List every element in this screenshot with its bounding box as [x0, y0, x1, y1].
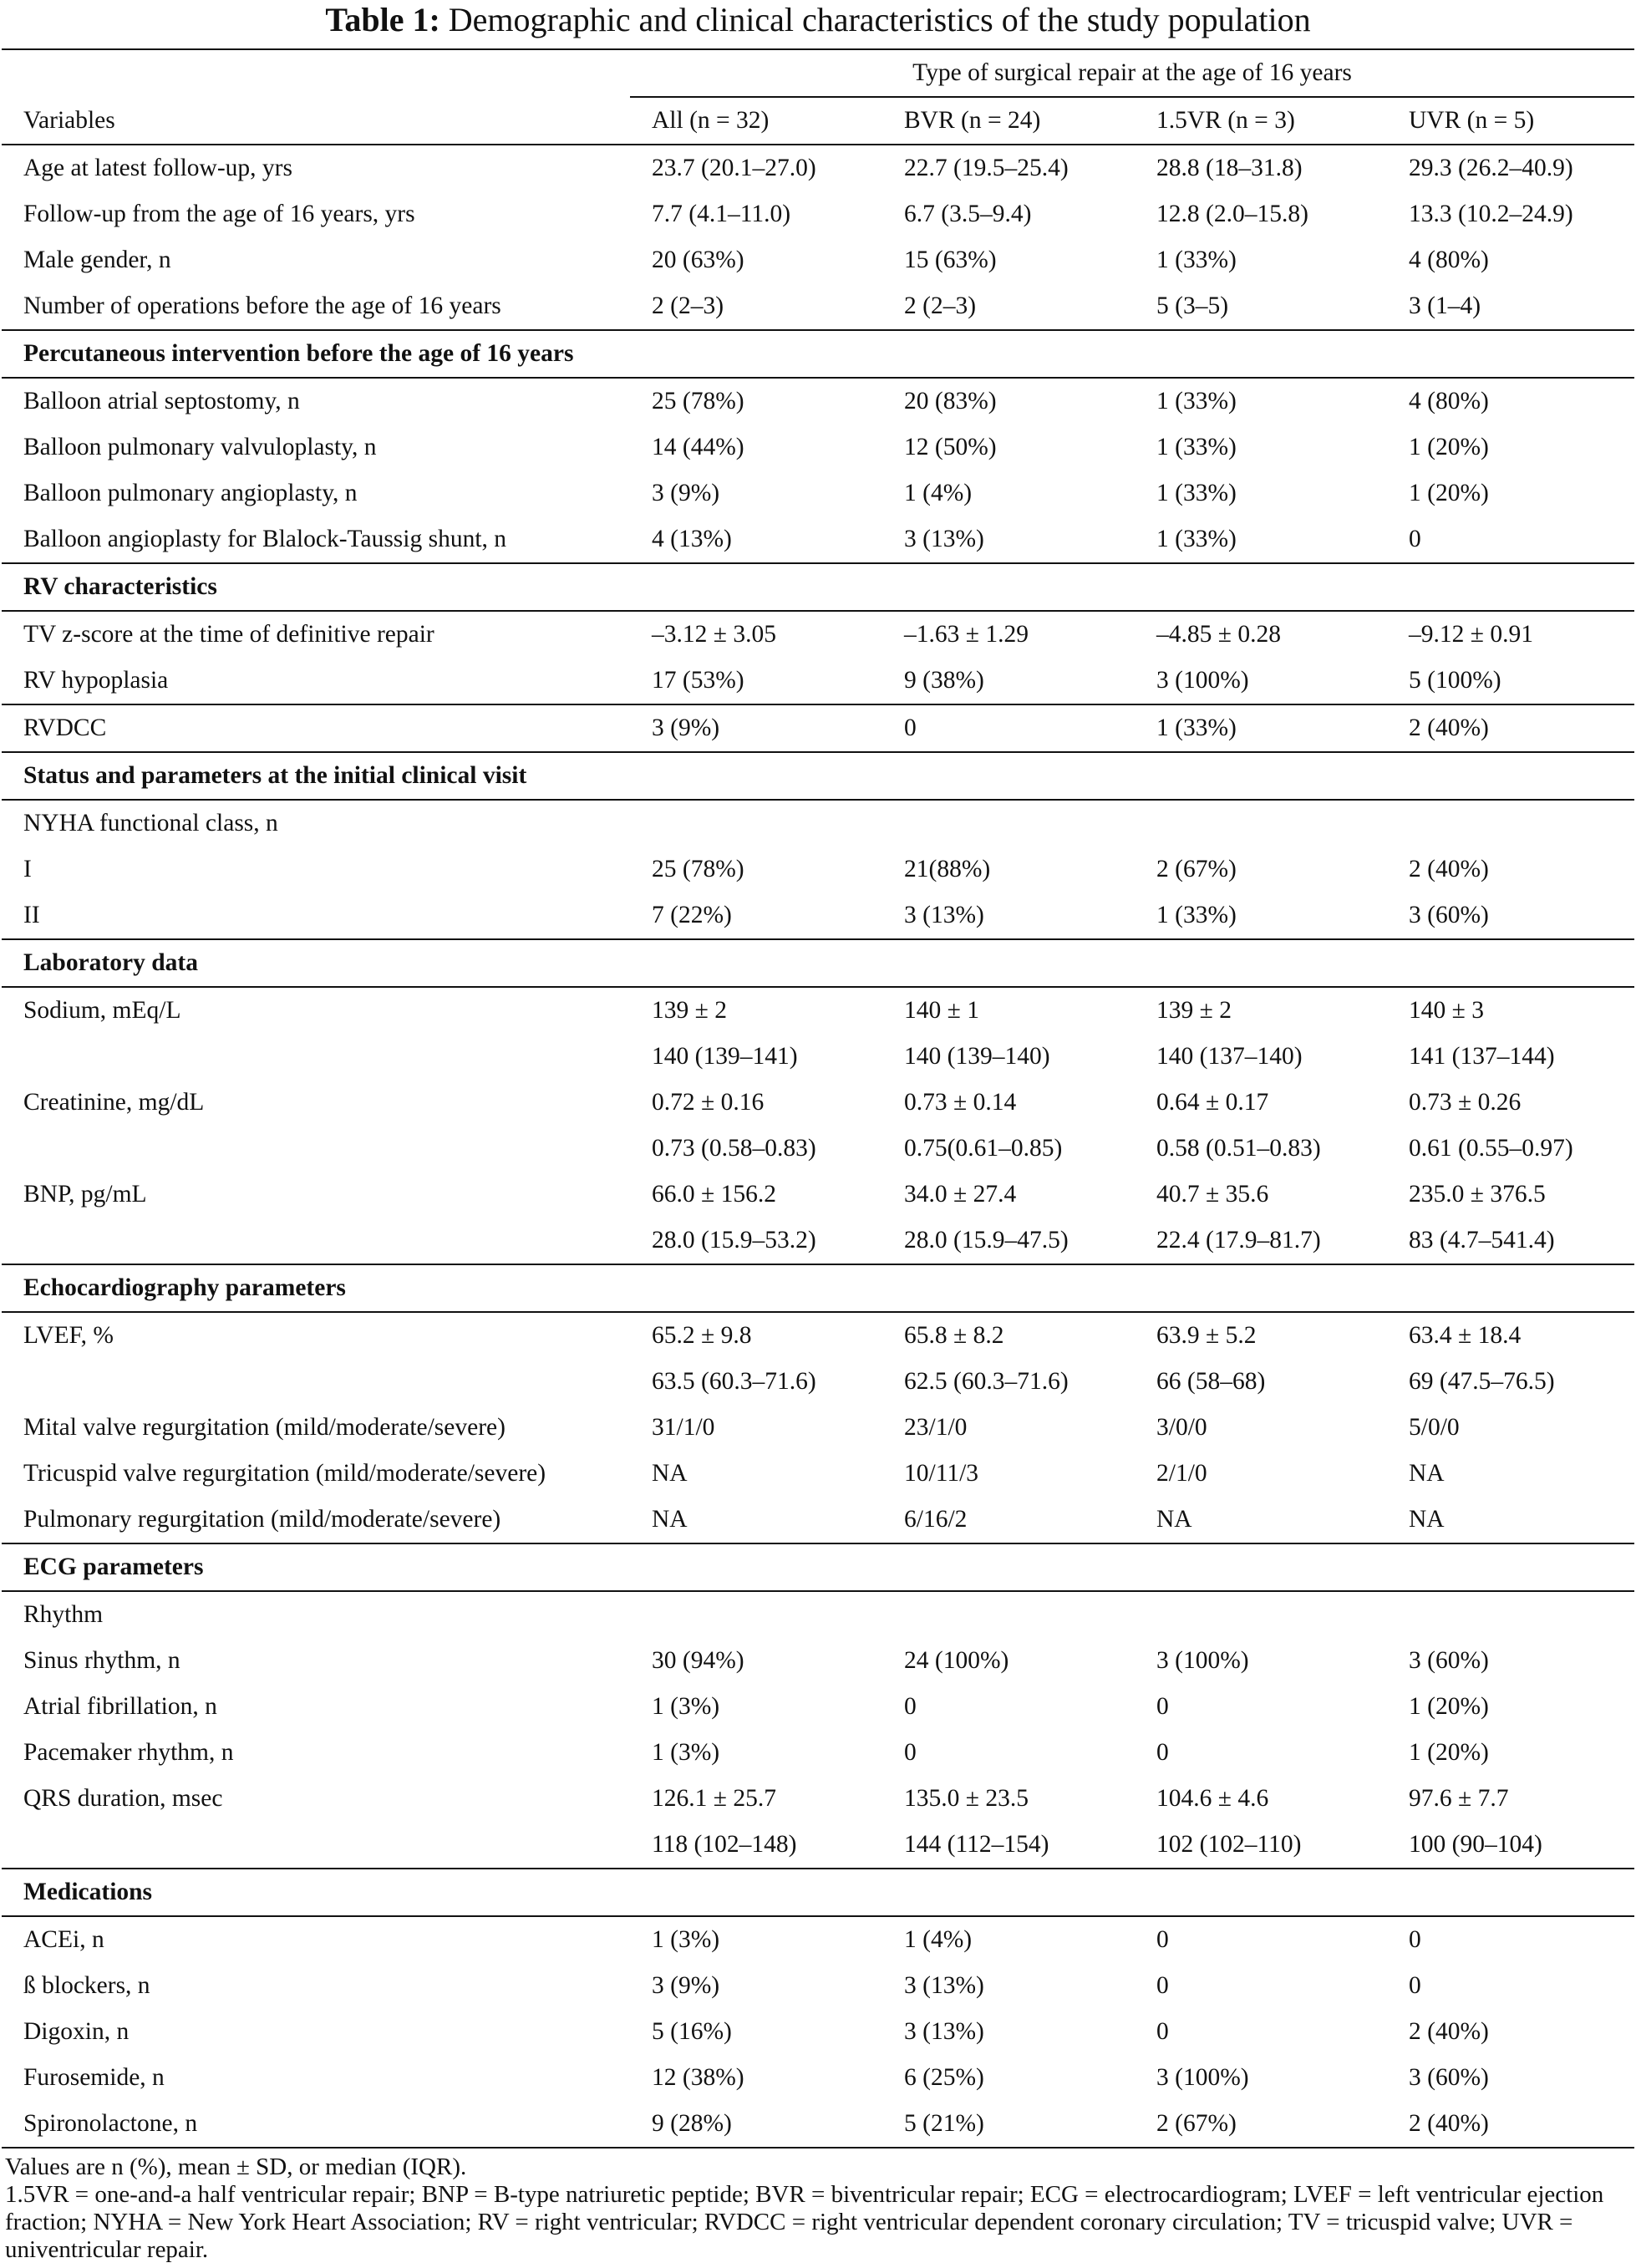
cell-bvr: 6/16/2 [904, 1506, 968, 1533]
cell-bvr: 3 (13%) [904, 526, 984, 552]
table-row [2, 1359, 1634, 1405]
table-row [2, 2055, 1634, 2101]
table-row [2, 1080, 1634, 1126]
cell-bvr [882, 800, 1135, 847]
cell-1-5vr: 1 (33%) [1156, 902, 1237, 928]
cell-uvr: 1 (20%) [1409, 1693, 1489, 1720]
table-row [2, 378, 1634, 425]
cell-all: 126.1 ± 25.7 [652, 1785, 776, 1812]
cell-uvr: 69 (47.5–76.5) [1409, 1368, 1555, 1395]
cell-1-5vr: 3/0/0 [1156, 1414, 1207, 1441]
table-row [2, 283, 1634, 330]
cell-variable: Tricuspid valve regurgitation (mild/moderate/severe) [23, 1460, 546, 1487]
cell-all: 1 (3%) [652, 1739, 720, 1766]
cell-all: 12 (38%) [652, 2064, 744, 2091]
spanning-header-row [2, 49, 1634, 97]
cell-bvr: 140 (139–140) [904, 1043, 1050, 1070]
section-header-row [2, 563, 1634, 611]
cell-1-5vr: 1 (33%) [1156, 526, 1237, 552]
section-label: RV characteristics [2, 563, 1634, 611]
cell-bvr [882, 1591, 1135, 1638]
table-row [2, 1963, 1634, 2009]
cell-1-5vr: 0.58 (0.51–0.83) [1156, 1135, 1321, 1162]
table-body [2, 49, 1634, 2148]
cell-bvr: 3 (13%) [904, 1972, 984, 1999]
table-row [2, 800, 1634, 847]
cell-bvr: 10/11/3 [904, 1460, 979, 1487]
section-header-row [2, 330, 1634, 378]
cell-all: 139 ± 2 [652, 997, 727, 1024]
cell-1-5vr: 3 (100%) [1156, 667, 1249, 694]
cell-variable: Age at latest follow-up, yrs [23, 155, 292, 181]
cell-all: 1 (3%) [652, 1693, 720, 1720]
section-header-row [2, 1869, 1634, 1916]
cell-bvr: 9 (38%) [904, 667, 984, 694]
cell-variable: RV hypoplasia [23, 667, 169, 694]
cell-uvr: 13.3 (10.2–24.9) [1409, 201, 1573, 227]
cell-bvr: 0.73 ± 0.14 [904, 1089, 1017, 1116]
cell-variable: NYHA functional class, n [23, 810, 278, 837]
cell-1-5vr: 2/1/0 [1156, 1460, 1207, 1487]
cell-bvr: 21(88%) [904, 856, 991, 882]
table-title-text: Demographic and clinical characteristics of the study population [448, 1, 1311, 38]
table-row [2, 1218, 1634, 1264]
cell-all: 118 (102–148) [652, 1831, 797, 1858]
cell-variable: Pacemaker rhythm, n [23, 1739, 234, 1766]
section-label: Status and parameters at the initial clinical visit [2, 752, 1634, 800]
cell-1-5vr: 22.4 (17.9–81.7) [1156, 1227, 1321, 1254]
cell-bvr: 15 (63%) [904, 247, 997, 273]
cell-1-5vr: 104.6 ± 4.6 [1156, 1785, 1269, 1812]
table-row [2, 1126, 1634, 1172]
cell-all: 2 (2–3) [652, 292, 724, 319]
cell-variable [2, 1218, 630, 1264]
section-header-row [2, 1264, 1634, 1312]
cell-all [630, 800, 882, 847]
table-row [2, 1916, 1634, 1963]
cell-variable: I [23, 856, 32, 882]
cell-uvr: 2 (40%) [1409, 2018, 1489, 2045]
column-header-bvr: BVR (n = 24) [882, 97, 1135, 145]
cell-1-5vr: –4.85 ± 0.28 [1156, 621, 1281, 648]
table-row [2, 611, 1634, 658]
cell-all: 20 (63%) [652, 247, 744, 273]
cell-bvr: 140 ± 1 [904, 997, 979, 1024]
cell-uvr: 0 [1409, 526, 1421, 552]
table-row [2, 1822, 1634, 1869]
table-row [2, 704, 1634, 752]
cell-1-5vr: 1 (33%) [1156, 388, 1237, 414]
cell-bvr: 0 [904, 1739, 917, 1766]
cell-bvr: 0 [882, 704, 1135, 752]
cell-1-5vr: 0 [1156, 1693, 1169, 1720]
cell-1-5vr: 1 (33%) [1156, 480, 1237, 506]
cell-bvr: 6 (25%) [904, 2064, 984, 2091]
cell-bvr: 5 (21%) [882, 2101, 1135, 2148]
cell-variable: LVEF, % [23, 1322, 114, 1349]
cell-variable: Follow-up from the age of 16 years, yrs [23, 201, 415, 227]
cell-uvr [1387, 1591, 1634, 1638]
cell-all [630, 1591, 882, 1638]
cell-1-5vr: 3 (100%) [1156, 1647, 1249, 1674]
cell-all: 3 (9%) [630, 704, 882, 752]
cell-uvr [1387, 800, 1634, 847]
cell-all: 17 (53%) [652, 667, 744, 694]
cell-all: 9 (28%) [630, 2101, 882, 2148]
table-row [2, 191, 1634, 237]
cell-all: 25 (78%) [652, 856, 744, 882]
cell-bvr: 144 (112–154) [904, 1831, 1049, 1858]
cell-variable: Number of operations before the age of 16 years [23, 292, 501, 319]
cell-all: 0.72 ± 0.16 [652, 1089, 765, 1116]
cell-1-5vr: 0 [1156, 1739, 1169, 1766]
cell-uvr: 0 [1409, 1972, 1421, 1999]
cell-uvr: 2 (40%) [1387, 2101, 1634, 2148]
table-row [2, 1451, 1634, 1497]
cell-1-5vr: 2 (67%) [1135, 2101, 1387, 2148]
cell-bvr: 3 (13%) [904, 902, 984, 928]
cell-bvr: 22.7 (19.5–25.4) [904, 155, 1069, 181]
section-header-row [2, 752, 1634, 800]
cell-1-5vr: 2 (67%) [1156, 856, 1237, 882]
cell-all: 0.73 (0.58–0.83) [652, 1135, 816, 1162]
cell-bvr: 135.0 ± 23.5 [904, 1785, 1029, 1812]
cell-bvr: 2 (2–3) [904, 292, 977, 319]
cell-bvr: 34.0 ± 27.4 [904, 1181, 1017, 1208]
cell-uvr: 3 (60%) [1409, 2064, 1489, 2091]
cell-variable: Pulmonary regurgitation (mild/moderate/severe) [23, 1506, 501, 1533]
table-row [2, 1034, 1634, 1080]
cell-variable: BNP, pg/mL [23, 1181, 147, 1208]
cell-uvr: 3 (60%) [1409, 1647, 1489, 1674]
cell-1-5vr: 1 (33%) [1156, 434, 1237, 460]
cell-variable: Mital valve regurgitation (mild/moderate/severe) [23, 1414, 506, 1441]
cell-1-5vr [1135, 800, 1387, 847]
cell-all: 66.0 ± 156.2 [652, 1181, 776, 1208]
cell-all: 3 (9%) [652, 480, 720, 506]
table-row [2, 1730, 1634, 1776]
section-label: Percutaneous intervention before the age of 16 years [2, 330, 1634, 378]
column-header-uvr: UVR (n = 5) [1387, 97, 1634, 145]
table-row [2, 1684, 1634, 1730]
cell-uvr: 5/0/0 [1409, 1414, 1460, 1441]
cell-1-5vr: 1 (33%) [1156, 247, 1237, 273]
cell-1-5vr: 0.64 ± 0.17 [1156, 1089, 1269, 1116]
cell-1-5vr: 140 (137–140) [1156, 1043, 1303, 1070]
column-header-variables: Variables [2, 97, 630, 145]
section-header-row [2, 939, 1634, 987]
table-row [2, 1405, 1634, 1451]
cell-uvr: 4 (80%) [1409, 388, 1489, 414]
cell-all: 140 (139–141) [652, 1043, 798, 1070]
cell-1-5vr: 102 (102–110) [1156, 1831, 1302, 1858]
table-row [2, 2101, 1634, 2148]
cell-variable: II [23, 902, 40, 928]
cell-1-5vr: 1 (33%) [1135, 704, 1387, 752]
cell-bvr: 24 (100%) [904, 1647, 1009, 1674]
table-row [2, 1591, 1634, 1638]
cell-variable: QRS duration, msec [23, 1785, 223, 1812]
cell-variable [2, 1359, 630, 1405]
cell-1-5vr: 3 (100%) [1156, 2064, 1249, 2091]
table-row [2, 1312, 1634, 1359]
cell-uvr: 235.0 ± 376.5 [1409, 1181, 1546, 1208]
cell-uvr: 2 (40%) [1409, 856, 1489, 882]
section-label: ECG parameters [2, 1543, 1634, 1591]
cell-variable: Balloon pulmonary valvuloplasty, n [23, 434, 377, 460]
cell-uvr: 0.73 ± 0.26 [1409, 1089, 1522, 1116]
cell-1-5vr: 40.7 ± 35.6 [1156, 1181, 1269, 1208]
spanning-header: Type of surgical repair at the age of 16 years [630, 49, 1634, 97]
cell-1-5vr: 28.8 (18–31.8) [1156, 155, 1303, 181]
table-row [2, 987, 1634, 1034]
cell-bvr: 28.0 (15.9–47.5) [904, 1227, 1069, 1254]
cell-1-5vr: 0 [1156, 1972, 1169, 1999]
cell-1-5vr: NA [1156, 1506, 1192, 1533]
cell-uvr: 83 (4.7–541.4) [1409, 1227, 1555, 1254]
cell-uvr: 29.3 (26.2–40.9) [1409, 155, 1573, 181]
cell-all: 5 (16%) [652, 2018, 732, 2045]
cell-bvr: 62.5 (60.3–71.6) [904, 1368, 1069, 1395]
section-label: Laboratory data [2, 939, 1634, 987]
characteristics-table [2, 48, 1634, 2148]
cell-variable: Male gender, n [23, 247, 171, 273]
cell-variable: Atrial fibrillation, n [23, 1693, 217, 1720]
cell-uvr: 5 (100%) [1409, 667, 1501, 694]
cell-uvr: –9.12 ± 0.91 [1409, 621, 1533, 648]
table-title-label: Table 1: [325, 1, 440, 38]
section-label: Medications [2, 1869, 1634, 1916]
cell-uvr: 140 ± 3 [1409, 997, 1484, 1024]
cell-uvr: 97.6 ± 7.7 [1409, 1785, 1509, 1812]
column-header-row [2, 97, 1634, 145]
cell-all: 63.5 (60.3–71.6) [652, 1368, 816, 1395]
column-header-all: All (n = 32) [630, 97, 882, 145]
table-row [2, 516, 1634, 563]
cell-all: 23.7 (20.1–27.0) [652, 155, 816, 181]
cell-all: 4 (13%) [652, 526, 732, 552]
cell-bvr: 0.75(0.61–0.85) [904, 1135, 1063, 1162]
abbreviations-footnote: 1.5VR = one-and-a half ventricular repair; BNP = B-type natriuretic peptide; BVR = biventricular repair; ECG = electrocardiogram; LVEF = left ventricular ejection fraction; NYHA = New York Heart Association; RV = right ventricular; RVDCC = right ventricular dependent coronary circulation; TV = tricuspid valve; UVR = univentricular repair. [5, 2181, 1604, 2263]
cell-all: 1 (3%) [652, 1926, 720, 1953]
spanning-header-blank [2, 49, 630, 97]
cell-uvr: 1 (20%) [1409, 480, 1489, 506]
cell-variable: Balloon atrial septostomy, n [23, 388, 300, 414]
cell-1-5vr: 139 ± 2 [1156, 997, 1232, 1024]
cell-bvr: 1 (4%) [904, 1926, 973, 1953]
section-label: Echocardiography parameters [2, 1264, 1634, 1312]
table-row [2, 1776, 1634, 1822]
cell-1-5vr: 63.9 ± 5.2 [1156, 1322, 1257, 1349]
table-row [2, 425, 1634, 470]
table-row [2, 1172, 1634, 1218]
cell-variable: Rhythm [23, 1601, 104, 1628]
cell-all: 31/1/0 [652, 1414, 715, 1441]
cell-bvr: 6.7 (3.5–9.4) [904, 201, 1032, 227]
cell-1-5vr [1135, 1591, 1387, 1638]
cell-variable: Balloon angioplasty for Blalock-Taussig shunt, n [23, 526, 507, 552]
cell-bvr: –1.63 ± 1.29 [904, 621, 1029, 648]
cell-1-5vr: 5 (3–5) [1156, 292, 1229, 319]
column-header-1-5vr: 1.5VR (n = 3) [1135, 97, 1387, 145]
table-row [2, 847, 1634, 892]
cell-variable: RVDCC [2, 704, 630, 752]
cell-all: 14 (44%) [652, 434, 744, 460]
cell-all: NA [652, 1506, 688, 1533]
cell-bvr: 1 (4%) [904, 480, 973, 506]
cell-uvr: 0.61 (0.55–0.97) [1409, 1135, 1573, 1162]
cell-variable: Sinus rhythm, n [23, 1647, 180, 1674]
cell-uvr: 100 (90–104) [1409, 1831, 1542, 1858]
table-row [2, 470, 1634, 516]
table-row [2, 237, 1634, 283]
values-footnote: Values are n (%), mean ± SD, or median (IQR). [5, 2154, 467, 2180]
table-row [2, 892, 1634, 939]
table-row [2, 658, 1634, 704]
cell-uvr: 2 (40%) [1387, 704, 1634, 752]
cell-1-5vr: 66 (58–68) [1156, 1368, 1266, 1395]
cell-variable: Furosemide, n [23, 2064, 165, 2091]
cell-uvr: NA [1409, 1506, 1445, 1533]
cell-bvr: 23/1/0 [904, 1414, 968, 1441]
table-row [2, 145, 1634, 191]
cell-uvr: 0 [1409, 1926, 1421, 1953]
cell-bvr: 0 [904, 1693, 917, 1720]
cell-all: NA [652, 1460, 688, 1487]
cell-all: 3 (9%) [652, 1972, 720, 1999]
cell-1-5vr: 12.8 (2.0–15.8) [1156, 201, 1308, 227]
cell-1-5vr: 0 [1156, 2018, 1169, 2045]
cell-variable [2, 1822, 630, 1869]
table-row [2, 1497, 1634, 1543]
cell-all: 7 (22%) [652, 902, 732, 928]
cell-all: –3.12 ± 3.05 [652, 621, 776, 648]
cell-uvr: 1 (20%) [1409, 1739, 1489, 1766]
cell-bvr: 3 (13%) [904, 2018, 984, 2045]
cell-uvr: 3 (1–4) [1409, 292, 1481, 319]
cell-bvr: 12 (50%) [904, 434, 997, 460]
cell-all: 65.2 ± 9.8 [652, 1322, 752, 1349]
table-row [2, 2009, 1634, 2055]
cell-uvr: 1 (20%) [1409, 434, 1489, 460]
cell-variable: Creatinine, mg/dL [23, 1089, 205, 1116]
cell-uvr: NA [1409, 1460, 1445, 1487]
cell-variable: Sodium, mEq/L [23, 997, 181, 1024]
cell-uvr: 3 (60%) [1409, 902, 1489, 928]
cell-variable: ß blockers, n [23, 1972, 150, 1999]
cell-variable [2, 1126, 630, 1172]
cell-variable [2, 1034, 630, 1080]
cell-variable: Spironolactone, n [2, 2101, 630, 2148]
cell-all: 30 (94%) [652, 1647, 744, 1674]
table-footnotes [2, 2148, 1634, 2264]
cell-uvr: 141 (137–144) [1409, 1043, 1555, 1070]
cell-bvr: 65.8 ± 8.2 [904, 1322, 1004, 1349]
cell-uvr: 63.4 ± 18.4 [1409, 1322, 1522, 1349]
cell-bvr: 20 (83%) [904, 388, 997, 414]
cell-1-5vr: 0 [1156, 1926, 1169, 1953]
table-title [2, 0, 1634, 48]
cell-variable: TV z-score at the time of definitive repair [23, 621, 434, 648]
cell-variable: Balloon pulmonary angioplasty, n [23, 480, 358, 506]
cell-all: 25 (78%) [652, 388, 744, 414]
cell-uvr: 4 (80%) [1409, 247, 1489, 273]
cell-variable: ACEi, n [23, 1926, 104, 1953]
table-row [2, 1638, 1634, 1684]
cell-variable: Digoxin, n [23, 2018, 130, 2045]
cell-all: 28.0 (15.9–53.2) [652, 1227, 816, 1254]
cell-all: 7.7 (4.1–11.0) [652, 201, 791, 227]
section-header-row [2, 1543, 1634, 1591]
